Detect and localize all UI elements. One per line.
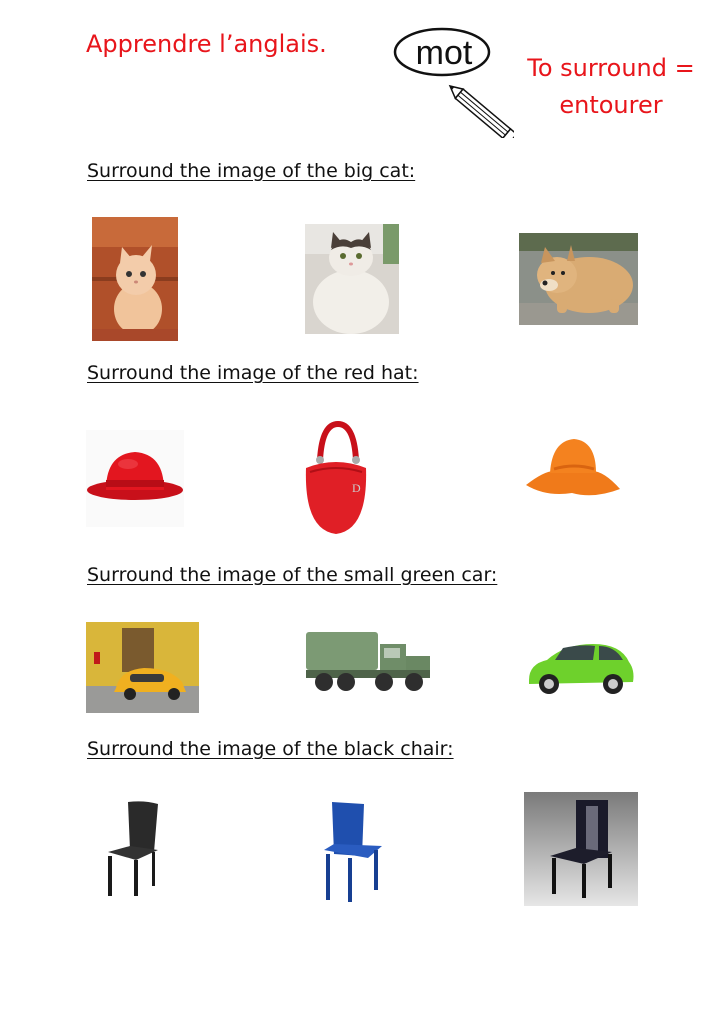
logo-word: mot: [415, 34, 473, 72]
translation-line-2: entourer: [559, 91, 663, 119]
yellow-fiat-car-photo[interactable]: [86, 622, 199, 713]
orange-bucket-hat-photo[interactable]: [524, 433, 622, 503]
page-title: Apprendre l’anglais.: [86, 30, 327, 58]
red-handbag-photo[interactable]: [300, 420, 372, 538]
instruction-black-chair: Surround the image of the black chair:: [87, 738, 454, 760]
red-bowler-hat-photo[interactable]: [86, 430, 184, 527]
black-leather-chair-photo[interactable]: [100, 800, 166, 898]
svg-text:D: D: [352, 481, 361, 495]
translation-note: [516, 50, 706, 124]
instruction-small-green-car: Surround the image of the small green car:: [87, 564, 498, 586]
blue-chair-photo[interactable]: [318, 800, 386, 904]
black-wooden-chair-photo[interactable]: [524, 792, 638, 906]
fat-dog-photo[interactable]: [519, 233, 638, 325]
green-small-car-photo[interactable]: [525, 640, 637, 696]
kitten-photo[interactable]: [92, 217, 178, 341]
instruction-red-hat: Surround the image of the red hat:: [87, 362, 419, 384]
mot-pencil-logo: [392, 26, 514, 138]
green-army-truck-photo[interactable]: [302, 626, 432, 696]
instruction-big-cat: Surround the image of the big cat:: [87, 160, 416, 182]
fat-cat-photo[interactable]: [305, 224, 399, 334]
translation-line-1: To surround =: [527, 54, 695, 82]
